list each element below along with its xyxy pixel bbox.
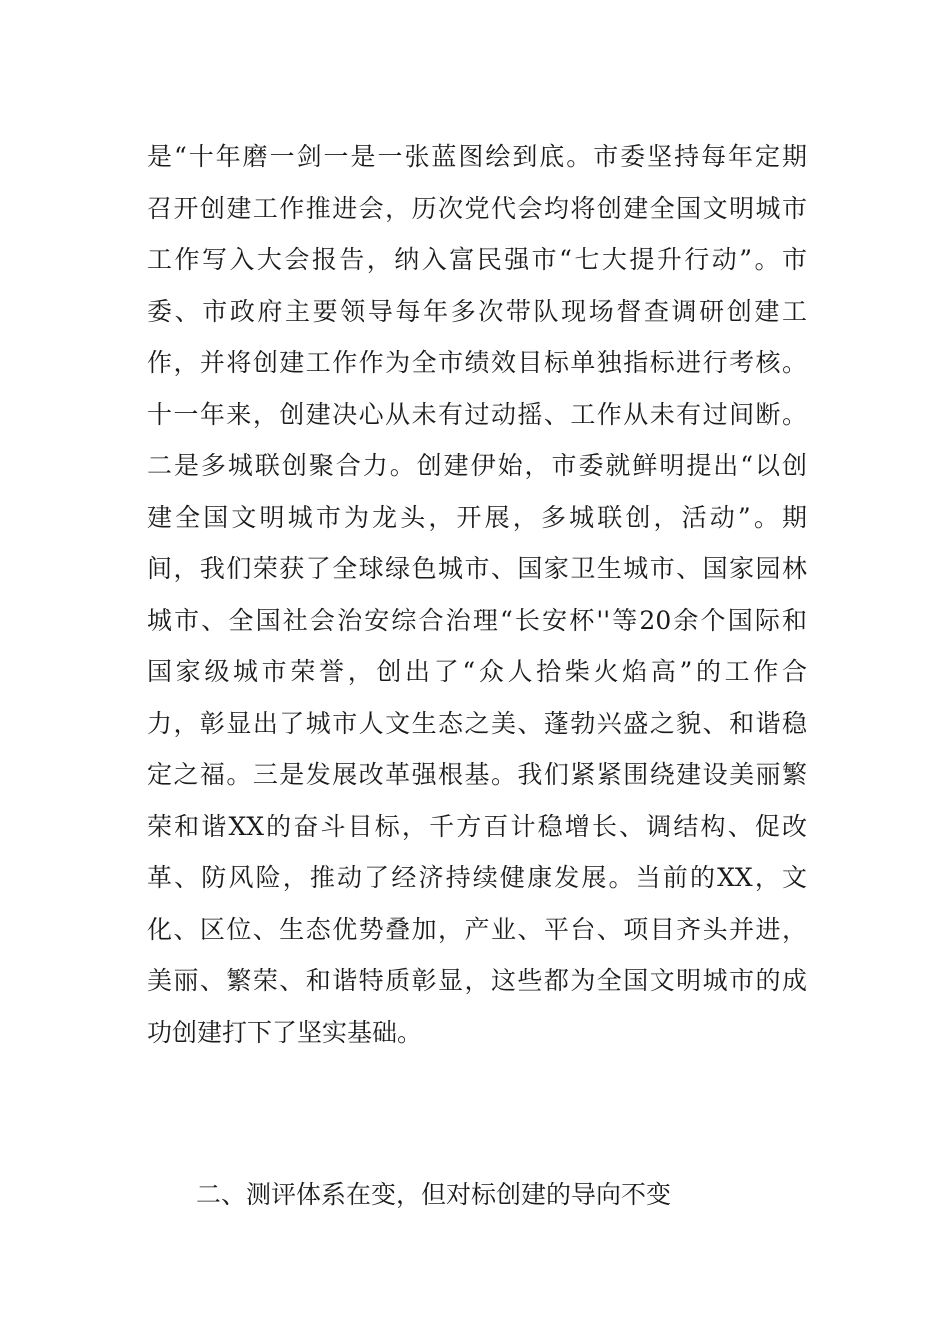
paragraph-line: 城市、全国社会治安综合治理“长安杯''等20余个国际和 xyxy=(147,605,807,635)
paragraph-line: 国家级城市荣誉，创出了“众人拾柴火焰高”的工作合 xyxy=(147,657,807,686)
paragraph-line: 化、区位、生态优势叠加，产业、平台、项目齐头并进， xyxy=(147,914,807,944)
paragraph-line: 革、防风险，推动了经济持续健康发展。当前的XX，文 xyxy=(147,863,807,892)
paragraph-line: 召开创建工作推进会，历次党代会均将创建全国文明城市 xyxy=(147,193,807,223)
paragraph-line: 十一年来，创建决心从未有过动摇、工作从未有过间断。 xyxy=(147,399,807,429)
paragraph-line: 委、市政府主要领导每年多次带队现场督查调研创建工 xyxy=(147,296,807,326)
paragraph-line: 工作写入大会报告，纳入富民强市“七大提升行动”。市 xyxy=(147,245,807,274)
section-heading: 二、测评体系在变，但对标创建的导向不变 xyxy=(196,1180,672,1209)
paragraph-line: 间，我们荣获了全球绿色城市、国家卫生城市、国家园林 xyxy=(147,554,807,583)
paragraph-line: 二是多城联创聚合力。创建伊始，市委就鲜明提出“以创 xyxy=(147,451,807,480)
body-paragraph xyxy=(147,131,807,1058)
paragraph-line: 建全国文明城市为龙头，开展，多城联创，活动”。期 xyxy=(147,502,807,532)
paragraph-line: 荣和谐XX的奋斗目标，千方百计稳增长、调结构、促改 xyxy=(147,811,807,841)
paragraph-line: 功创建打下了坚实基础。 xyxy=(147,1017,423,1047)
paragraph-line: 作，并将创建工作作为全市绩效目标单独指标进行考核。 xyxy=(147,348,807,377)
paragraph-line: 是“十年磨一剑一是一张蓝图绘到底。市委坚持每年定期 xyxy=(147,142,807,171)
paragraph-line: 定之福。三是发展改革强根基。我们紧紧围绕建设美丽繁 xyxy=(147,760,807,789)
paragraph-line: 力，彰显出了城市人文生态之美、蓬勃兴盛之貌、和谐稳 xyxy=(147,708,807,738)
paragraph-line: 美丽、繁荣、和谐特质彰显，这些都为全国文明城市的成 xyxy=(147,966,807,995)
